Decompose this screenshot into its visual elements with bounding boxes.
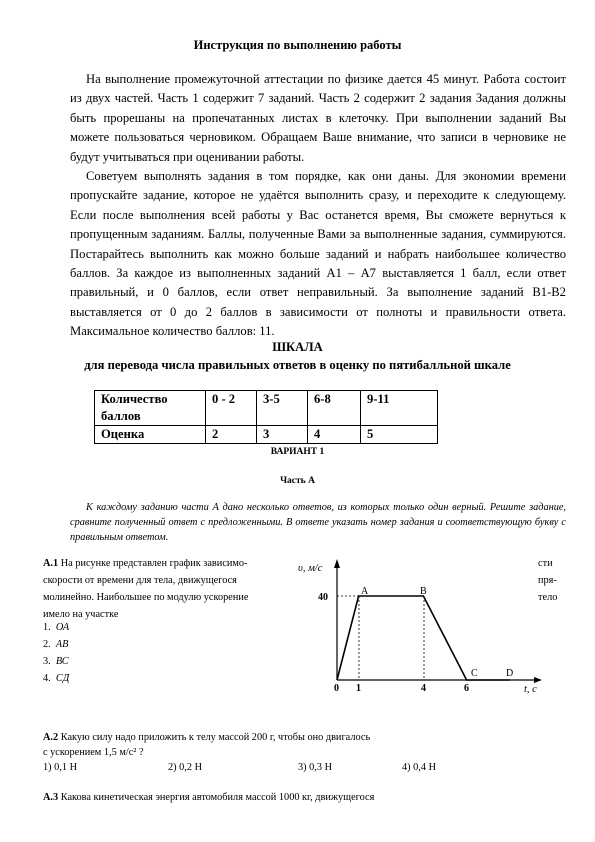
point-label: C [471, 668, 478, 679]
task-a1-line [43, 556, 247, 571]
task-a1-line-tail: пря- [538, 575, 557, 586]
instruction-text [70, 70, 566, 342]
task-text: На рисунке представлен график зависимо- [58, 558, 248, 569]
text-line: вернуться к пропущенным заданиям. Баллы, полученные Вами за выполненные задания, [70, 207, 566, 242]
option-number: 2. [43, 639, 51, 650]
task-text: Какую силу надо приложить к телу массой 200 г, чтобы оно двигалось [58, 732, 371, 743]
table-header-cell: Количество баллов [95, 391, 206, 426]
scale-subtitle: для перевода числа правильных ответов в оценку по пятибалльной шкале [84, 358, 511, 372]
x-axis-label: t, c [524, 684, 537, 695]
option-value: ОА [55, 622, 70, 633]
table-row [95, 391, 438, 426]
answer-option: 2) 0,2 Н [168, 762, 203, 773]
x-tick-label: 0 [334, 683, 339, 694]
task-a1-line: скорости от времени для тела, движущегося [43, 575, 237, 586]
answer-option [43, 620, 69, 635]
table-cell: 2 [206, 426, 257, 444]
x-tick-label: 1 [356, 683, 361, 694]
x-tick-label: 4 [421, 683, 426, 694]
y-axis-arrow [334, 559, 340, 568]
task-a1-line-tail: сти [538, 558, 553, 569]
task-a2-line: с ускорением 1,5 м/с² ? [43, 747, 144, 758]
answer-option [43, 671, 69, 686]
y-tick-label: 40 [318, 592, 328, 603]
scale-title: ШКАЛА [272, 340, 323, 354]
task-a3-line [43, 790, 374, 805]
text-line: что записи в черновике не будут учитываться при оценивании работы. [70, 130, 566, 164]
paragraph-1 [70, 70, 566, 167]
table-cell: 5 [361, 426, 438, 444]
task-a2-line [43, 730, 370, 745]
text-line: суммируются. Постарайтесь выполнить как можно больше заданий и набрать [70, 227, 566, 261]
table-cell: 0 - 2 [206, 391, 257, 426]
text-line: следующему. Если после выполнения всей работы у Вас останется время, Вы сможете [70, 188, 566, 222]
grade-scale-table [94, 390, 438, 444]
answer-option [43, 654, 69, 669]
text-line: Советуем выполнять задания в том порядке, как они даны. Для экономии [86, 169, 515, 184]
task-number: А.3 [43, 792, 59, 803]
option-number: 4. [43, 673, 51, 684]
text-line: состоит из двух частей. Часть 1 содержит 7 заданий. Часть 2 содержит 2 задания [70, 72, 566, 106]
table-cell: 9-11 [361, 391, 438, 426]
point-label: B [420, 586, 427, 597]
option-value: СД [55, 673, 70, 684]
table-cell: 3-5 [257, 391, 308, 426]
text-line: выполнение заданий В1-В2 выставляется от 0 до 2 баллов в зависимости от полноты и [70, 285, 566, 319]
text-line: времени пропускайте задание, которое не удаётся выполнить сразу, и переходите к [70, 169, 566, 203]
paragraph-2 [70, 167, 566, 342]
text-line: наибольшее количество баллов. За каждое из выполненных заданий А1 – А7 [70, 246, 566, 281]
point-label: D [506, 668, 514, 679]
part-label: Часть А [280, 476, 315, 486]
table-row [95, 426, 438, 444]
answer-option: 3) 0,3 Н [298, 762, 333, 773]
y-axis-label: υ, м/с [298, 563, 323, 574]
text-line: Задания должны быть прорешаны на пропечатанных листах в клеточку. При [70, 91, 566, 125]
option-number: 3. [43, 656, 51, 667]
task-number: А.1 [43, 558, 59, 569]
text-line: На выполнение промежуточной аттестации по физике дается 45 минут. Работа [86, 72, 520, 86]
answer-option: 4) 0,4 Н [402, 762, 437, 773]
task-text: Какова кинетическая энергия автомобиля массой 1000 кг, движущегося [58, 792, 375, 803]
velocity-time-graph [294, 556, 548, 696]
velocity-line [337, 596, 510, 680]
table-cell: 6-8 [308, 391, 361, 426]
x-axis-arrow [534, 677, 542, 683]
point-label: A [361, 586, 369, 597]
task-a1-line: молинейно. Наибольшее по модулю ускорение [43, 592, 249, 603]
option-value: ВС [55, 656, 69, 667]
task-number: А.2 [43, 732, 59, 743]
table-cell: 4 [308, 426, 361, 444]
x-tick-label: 6 [464, 683, 469, 694]
instruction-title: Инструкция по выполнению работы [193, 38, 402, 52]
text-line: правильности ответа. Максимальное количество баллов: 11. [70, 304, 566, 339]
option-value: АВ [55, 639, 69, 650]
part-a-intro: К каждому заданию части А дано несколько ответов, из которых только один верный. Решите задание, сравните полученный ответ с предложенными. В ответе указать номер задания и соответствующую букву с правильным ответом. [70, 502, 566, 543]
option-number: 1. [43, 622, 51, 633]
task-a1-line: имело на участке [43, 609, 119, 620]
variant-label: ВАРИАНТ 1 [270, 447, 325, 457]
answer-option [43, 637, 68, 652]
table-header-cell: Оценка [95, 426, 206, 444]
task-a1-line-tail: тело [538, 592, 558, 603]
table-cell: 3 [257, 426, 308, 444]
text-line: выполнении заданий Вы можете пользоваться черновиком. Обращаем Ваше внимание, [70, 110, 566, 145]
text-line: выставляется 1 балл, если ответ правильный, и 0 баллов, если ответ неправильный. За [70, 266, 566, 300]
answer-option: 1) 0,1 Н [43, 762, 78, 773]
